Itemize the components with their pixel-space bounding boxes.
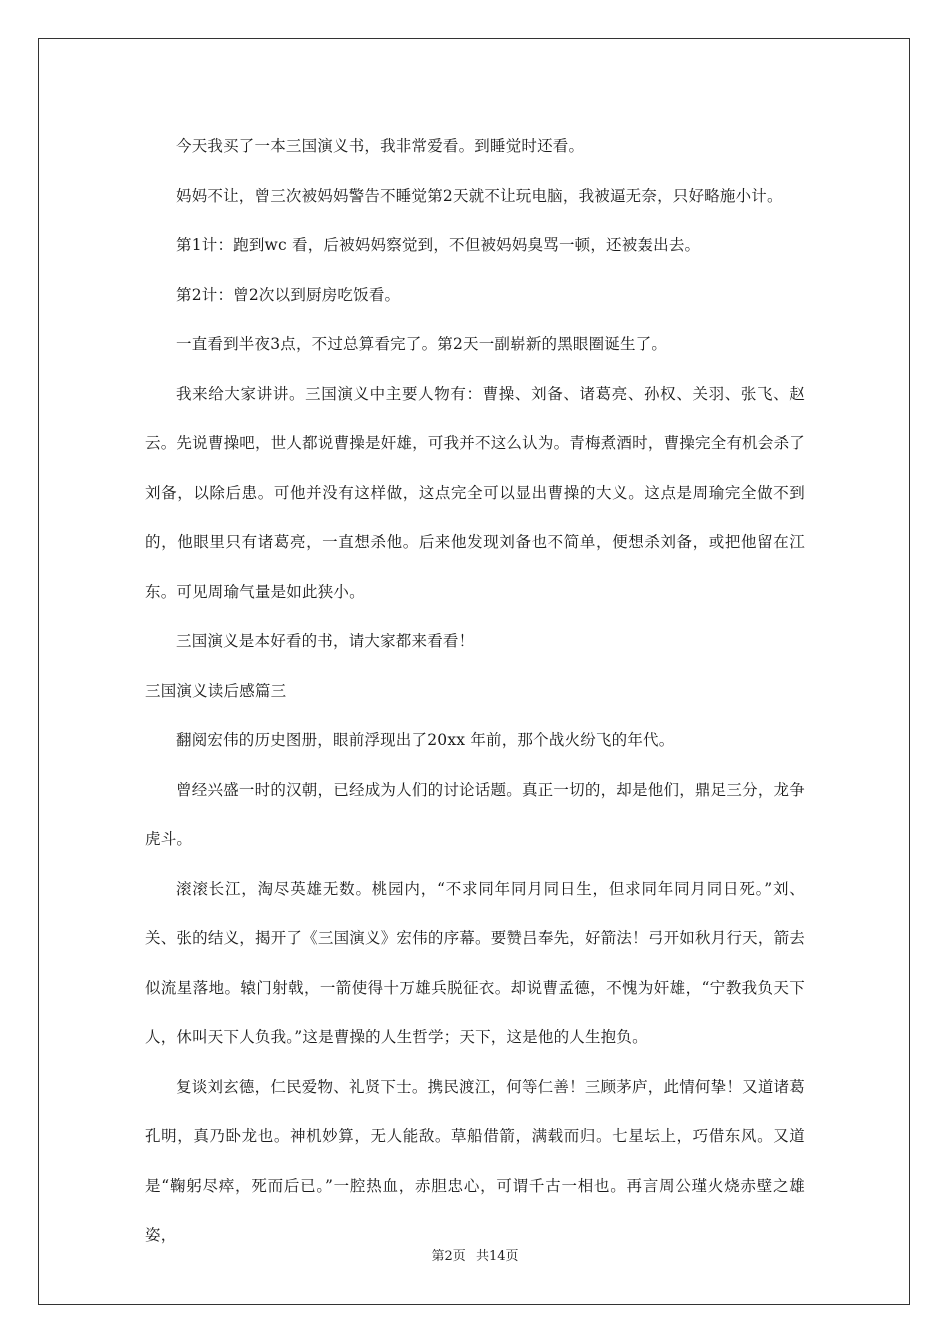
paragraph: 我来给大家讲讲。三国演义中主要人物有：曹操、刘备、诸葛亮、孙权、关羽、张飞、赵云。先说曹操吧，世人都说曹操是奸雄，可我并不这么认为。青梅煮酒时，曹操完全有机会杀了刘备，以除后患。可他并没有这样做，这点完全可以显出曹操的大义。这点是周瑜完全做不到的，他眼里只有诸葛亮，一直想杀他。后来他发现刘备也不简单，便想杀刘备，或把他留在江东。可见周瑜气量是如此狭小。: [145, 384, 805, 601]
section-heading: 三国演义读后感篇三: [145, 681, 287, 700]
paragraph: 复谈刘玄德，仁民爱物、礼贤下士。携民渡江，何等仁善！三顾茅庐，此情何挚！又道诸葛孔明，真乃卧龙也。神机妙算，无人能敌。草船借箭，满载而归。七星坛上，巧借东风。又道是“鞠躬尽瘁，死而后已。”一腔热血，赤胆忠心，可谓千古一相也。再言周公瑾火烧赤壁之雄姿，: [145, 1077, 805, 1244]
page-footer: [0, 1245, 950, 1264]
paragraph: 妈妈不让，曾三次被妈妈警告不睡觉第2天就不让玩电脑，我被逼无奈，只好略施小计。: [176, 186, 783, 205]
paragraph: 第2计：曾2次以到厨房吃饭看。: [176, 285, 401, 304]
paragraph: 今天我买了一本三国演义书，我非常爱看。到睡觉时还看。: [176, 137, 585, 155]
paragraph: 曾经兴盛一时的汉朝，已经成为人们的讨论话题。真正一切的，却是他们，鼎足三分，龙争虎斗。: [145, 780, 805, 848]
paragraph: 三国演义是本好看的书，请大家都来看看！: [176, 632, 475, 650]
paragraph: 一直看到半夜3点，不过总算看完了。第2天一副崭新的黑眼圈诞生了。: [176, 335, 668, 353]
paragraph: 第1计：跑到wc 看，后被妈妈察觉到，不但被妈妈臭骂一顿，还被轰出去。: [176, 236, 701, 254]
paragraph: 翻阅宏伟的历史图册，眼前浮现出了20xx 年前，那个战火纷飞的年代。: [176, 731, 675, 749]
page-number: 第2页: [431, 1249, 466, 1264]
page-total: 共14页: [475, 1249, 519, 1264]
document-body: [145, 122, 805, 1261]
paragraph: 滚滚长江，淘尽英雄无数。桃园内，“不求同年同月同日生，但求同年同月同日死。”刘、关、张的结义，揭开了《三国演义》宏伟的序幕。要赞吕奉先，好箭法！弓开如秋月行天，箭去似流星落地。辕门射戟，一箭使得十万雄兵脱征衣。却说曹孟德，不愧为奸雄，“宁教我负天下人，休叫天下人负我。”这是曹操的人生哲学；天下，这是他的人生抱负。: [145, 879, 805, 1046]
